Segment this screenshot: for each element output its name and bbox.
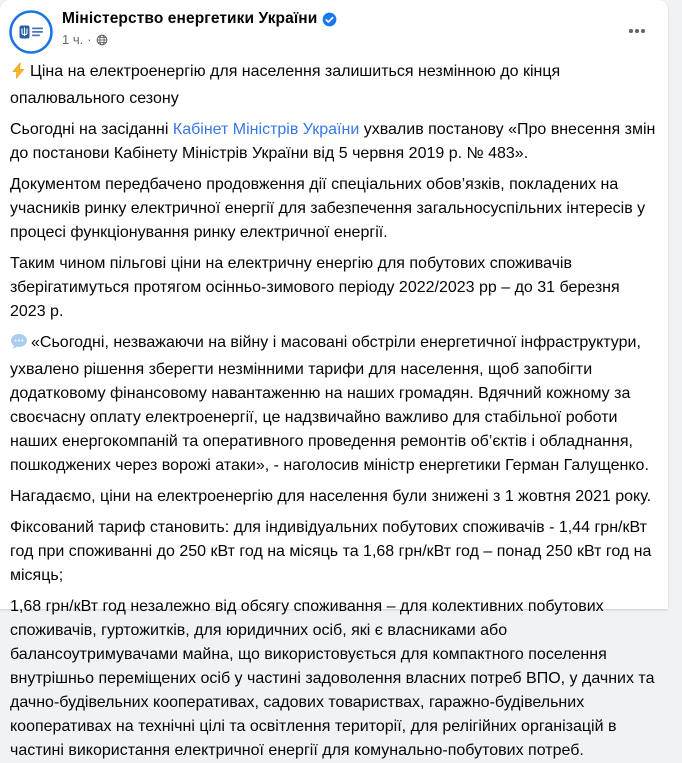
post-content [0, 54, 668, 763]
paragraph-text: «Сьогодні, незважаючи на війну і масовані обстріли енергетичної інфраструктури, ухвалено рішення зберегти незмінними тарифи для населення, щоб запобігти додатковому фінансовому навантаженню на наших громадян. Вдячний кожному за своєчасну оплату електроенергії, це надзвичайно важливо для стабільної роботи наших енергокомпаній та оперативного проведення ремонтів об’єктів і обладнання, пошкоджених через ворожі атаки», - наголосив міністр енергетики Герман Галущенко. [10, 334, 649, 474]
paragraph-text: Фіксований тариф становить: для індивідуальних побутових споживачів - 1,44 грн/кВт год при споживанні до 250 кВт год на місяць та 1,68 грн/кВт год – понад 250 кВт год на місяць; [10, 519, 652, 584]
post-paragraph-document [10, 173, 658, 245]
more-options-button[interactable] [620, 18, 654, 44]
more-options-icon [629, 29, 645, 33]
post-header [0, 0, 668, 54]
cabinet-of-ministers-link[interactable]: Кабінет Міністрів України [172, 121, 360, 138]
post-paragraph-decree [10, 118, 658, 166]
post-paragraph-quote [10, 331, 658, 478]
ministry-of-energy-logo [9, 10, 53, 54]
post-paragraph-reminder [10, 485, 658, 509]
paragraph-text: ухвалив постанову «Про внесення змін до постанови Кабінету Міністрів України від 5 червня 2019 р. № 483». [10, 121, 656, 162]
paragraph-text: 1,68 грн/кВт год незалежно від обсягу споживання – для колективних побутових споживачів, гуртожитків, для юридичних осіб, які є власниками або балансоутримувачами майна, що використовується для компактного поселення внутрішньо переміщених осіб у частині задоволення власних потреб ВПО, у дачних та дачно-будівельних кооперативах, садових товариствах, гаражно-будівельних кооперативах на технічні цілі та освітлення території, для релігійних організацій в частині використання електричної енергії для комунально-побутових потреб. [10, 598, 655, 759]
avatar[interactable] [9, 10, 53, 54]
post-paragraph-fixed-tariff [10, 516, 658, 588]
paragraph-text: Нагадаємо, ціни на електроенергію для населення були знижені з 1 жовтня 2021 року. [10, 488, 652, 505]
paragraph-text: Ціна на електроенергію для населення залишиться незмінною до кінця опалювального сезону [10, 63, 561, 107]
post-paragraph-headline [10, 60, 658, 111]
globe-icon [96, 34, 108, 46]
page-name-row [62, 10, 337, 28]
header-text-block [62, 10, 337, 47]
paragraph-text: Документом передбачено продовження дії спеціальних обов’язків, покладених на учасників ринку електричної енергії для забезпечення загальносуспільних інтересів у процесі функціонування ринку електричної енергії. [10, 176, 646, 241]
paragraph-text: Сьогодні на засіданні [10, 121, 173, 138]
page-name-link[interactable]: Міністерство енергетики України [62, 10, 318, 27]
meta-separator: · [87, 32, 92, 47]
post-paragraph-collective-consumers [10, 595, 658, 763]
speech-balloon-emoji-icon [10, 332, 28, 358]
post-paragraph-preferential-prices [10, 252, 658, 324]
post-meta-row [62, 32, 337, 47]
paragraph-text: Таким чином пільгові ціни на електричну енергію для побутових споживачів зберігатимуться протягом осінньо-зимового періоду 2022/2023 рр – до 31 березня 2023 р. [10, 255, 620, 320]
verified-badge-icon [322, 12, 337, 27]
high-voltage-emoji-icon [10, 62, 27, 87]
timestamp-link[interactable]: 1 ч. [62, 32, 84, 47]
